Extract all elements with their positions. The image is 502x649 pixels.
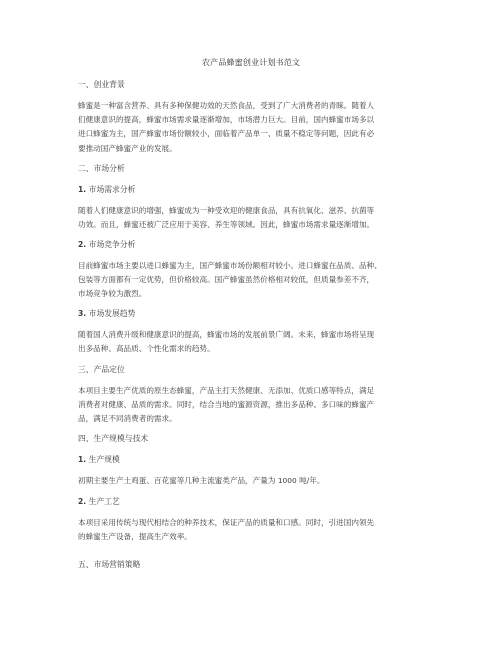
text-line [78, 474, 428, 488]
text-line: 消费者对健康、品质的需求。同时，结合当地的蜜源资源，推出多品种、多口味的蜂蜜产 [78, 400, 375, 410]
paragraph-product-positioning [78, 384, 428, 427]
document-title: 农产品蜂蜜创业计划书范文 [201, 57, 301, 67]
subheading-label: 市场需求分析 [88, 185, 136, 194]
text-fragment: 吨/年。 [296, 476, 325, 485]
text-line: 随着人们健康意识的增强，蜂蜜成为一种受欢迎的健康食品，具有抗氧化、滋养、抗菌等 [78, 206, 375, 215]
text-line: 进口蜂蜜为主，国产蜂蜜市场份额较小，面临着产品单一、质量不稳定等问题，因此有必 [78, 129, 375, 139]
text-line: 目前蜂蜜市场主要以进口蜂蜜为主，国产蜂蜜市场份额相对较小。进口蜂蜜在品质、品种、 [78, 261, 382, 270]
text-line: 要推动国产蜂蜜产业的发展。 [78, 143, 177, 153]
paragraph-competition-analysis [78, 259, 428, 302]
subheading-label: 市场发展趋势 [88, 309, 136, 318]
subheading-number: 2. [78, 497, 87, 506]
text-line: 蜂蜜是一种富含营养、具有多种保健功效的天然食品，受到了广大消费者的青睐。随着人 [78, 101, 375, 110]
subheading-number: 1. [78, 185, 87, 194]
text-line: 出多品种、高品质、个性化需求的趋势。 [78, 344, 215, 354]
subheading-number: 1. [78, 455, 87, 464]
text-line: 随着国人消费升级和健康意识的提高，蜂蜜市场的发展前景广阔。未来，蜂蜜市场将呈现 [78, 330, 375, 339]
subheading-number: 2. [78, 240, 87, 249]
subheading-production-process [78, 496, 120, 508]
text-line: 本项目主要生产优质的原生态蜂蜜，产品主打天然健康、无添加、优质口感等特点，满足 [78, 386, 375, 395]
text-line: 市场竞争较为激烈。 [78, 289, 147, 299]
paragraph-background [78, 99, 428, 156]
paragraph-development-trend [78, 328, 428, 356]
paragraph-production-scale [78, 474, 428, 488]
subheading-development-trend [78, 308, 135, 320]
section-heading-product-positioning: 三、产品定位 [78, 365, 125, 374]
subheading-demand-analysis [78, 184, 135, 196]
text-line: 包装等方面都有一定优势，但价格较高。国产蜂蜜虽然价格相对较低，但质量参差不齐， [78, 275, 375, 285]
text-line: 本项目采用传统与现代相结合的种养技术，保证产品的质量和口感。同时，引进国内领先 [78, 518, 375, 527]
subheading-label: 生产工艺 [88, 497, 120, 506]
subheading-label: 市场竞争分析 [88, 240, 136, 249]
production-quantity: 1000 [277, 476, 297, 485]
paragraph-production-process [78, 516, 428, 544]
section-heading-market-analysis: 二、市场分析 [78, 164, 125, 173]
section-heading-marketing: 五、市场营销策略 [78, 560, 141, 569]
subheading-label: 生产规模 [88, 455, 120, 464]
section-heading-background: 一、创业背景 [78, 80, 125, 89]
text-line: 的蜂蜜生产设备，提高生产效率。 [78, 532, 192, 542]
text-line: 们健康意识的提高，蜂蜜市场需求量逐渐增加，市场潜力巨大。目前，国内蜂蜜市场多以 [78, 115, 375, 125]
subheading-production-scale [78, 454, 120, 466]
text-line: 功效。而且，蜂蜜还被广泛应用于美容、养生等领域。因此，蜂蜜市场需求量逐渐增加。 [78, 220, 375, 230]
text-fragment: 初期主要生产土鸡蛋、百花蜜等几种主流蜜类产品，产量为 [78, 476, 278, 485]
text-line: 品，满足不同消费者的需求。 [78, 414, 177, 424]
paragraph-demand-analysis [78, 204, 428, 232]
subheading-number: 3. [78, 309, 87, 318]
subheading-competition-analysis [78, 239, 135, 251]
section-heading-production: 四、生产规模与技术 [78, 434, 149, 443]
